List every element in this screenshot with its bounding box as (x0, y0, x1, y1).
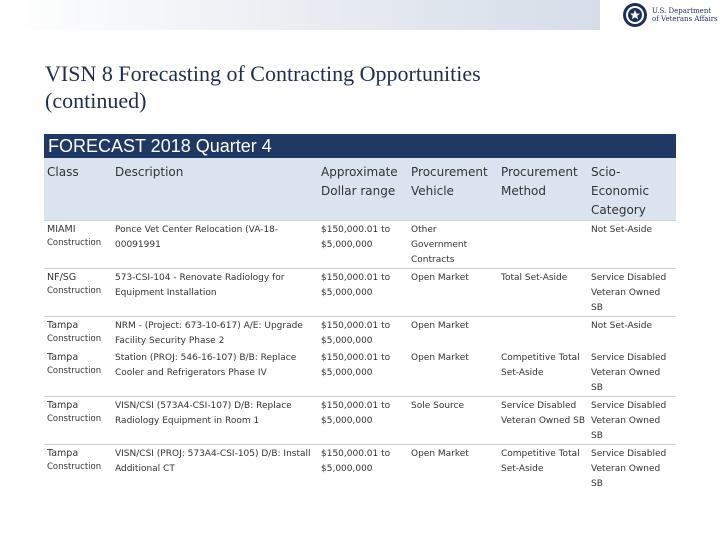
class-name: Tampa (47, 400, 79, 411)
cell-description: 573-CSI-104 - Renovate Radiology for Equipment Installation (115, 273, 285, 298)
slide-title (45, 60, 605, 114)
cell-description: VISN/CSI (PROJ: 573A4-CSI-105) D/B: Install Additional CT (115, 449, 311, 474)
cell-method: Service Disabled Veteran Owned SB (501, 401, 585, 426)
header-dollar-range: Approximate Dollar range (318, 158, 408, 221)
cell-vehicle: Open Market (411, 449, 469, 459)
table-row (44, 269, 676, 317)
va-seal-icon (622, 2, 648, 28)
cell-vehicle: Open Market (411, 321, 469, 331)
cell-class (44, 317, 112, 350)
cell-method (498, 317, 588, 350)
class-name: MIAMI (47, 224, 76, 235)
class-sub: Construction (47, 414, 102, 424)
cell-category: Service Disabled Veteran Owned SB (591, 449, 667, 489)
cell-vehicle: Other Government Contracts (411, 225, 468, 265)
cell-category: Service Disabled Veteran Owned SB (591, 273, 667, 313)
cell-dollar-range: $150,000.01 to $5,000,000 (321, 321, 391, 346)
cell-vehicle: Sole Source (411, 401, 465, 411)
cell-method: Competitive Total Set-Aside (501, 449, 580, 474)
cell-dollar-range: $150,000.01 to $5,000,000 (321, 353, 391, 378)
cell-description: NRM - (Project: 673-10-617) A/E: Upgrade Facility Security Phase 2 (115, 321, 303, 346)
cell-dollar-range: $150,000.01 to $5,000,000 (321, 225, 391, 250)
slide-title-line-1: VISN 8 Forecasting of Contracting Opportunities (45, 61, 481, 86)
cell-method (498, 221, 588, 269)
header-category: Scio-Economic Category (588, 158, 676, 221)
header-procurement-vehicle: Procurement Vehicle (408, 158, 498, 221)
class-sub: Construction (47, 462, 102, 472)
forecast-banner: FORECAST 2018 Quarter 4 (44, 134, 676, 158)
cell-vehicle: Open Market (411, 353, 469, 363)
header-description: Description (112, 158, 318, 221)
cell-dollar-range: $150,000.01 to $5,000,000 (321, 273, 391, 298)
cell-description: Ponce Vet Center Relocation (VA-18-00091991 (115, 225, 279, 250)
cell-class (44, 397, 112, 445)
header-procurement-method: Procurement Method (498, 158, 588, 221)
cell-class (44, 349, 112, 397)
class-name: NF/SG (47, 272, 77, 283)
class-name: Tampa (47, 320, 79, 331)
agency-line-2: of Veterans Affairs (652, 15, 718, 23)
class-name: Tampa (47, 352, 79, 363)
forecast-table (44, 158, 676, 493)
table-row (44, 349, 676, 397)
cell-class (44, 221, 112, 269)
agency-line-1: U.S. Department (652, 7, 712, 15)
cell-vehicle: Open Market (411, 273, 469, 283)
cell-method: Competitive Total Set-Aside (501, 353, 580, 378)
table-row (44, 445, 676, 493)
cell-category: Service Disabled Veteran Owned SB (591, 401, 667, 441)
cell-class (44, 445, 112, 493)
cell-method: Total Set-Aside (501, 273, 568, 283)
agency-name (652, 7, 718, 23)
table-row (44, 317, 676, 350)
top-gradient (0, 0, 600, 30)
class-sub: Construction (47, 366, 102, 376)
cell-class (44, 269, 112, 317)
class-name: Tampa (47, 448, 79, 459)
cell-description: VISN/CSI (573A4-CSI-107) D/B: Replace Radiology Equipment in Room 1 (115, 401, 292, 426)
slide-title-line-2: (continued) (45, 88, 147, 113)
cell-category: Service Disabled Veteran Owned SB (591, 353, 667, 393)
cell-category: Not Set-Aside (591, 225, 653, 235)
cell-dollar-range: $150,000.01 to $5,000,000 (321, 449, 391, 474)
class-sub: Construction (47, 238, 102, 248)
table-header-row (44, 158, 676, 221)
cell-dollar-range: $150,000.01 to $5,000,000 (321, 401, 391, 426)
cell-category: Not Set-Aside (591, 321, 653, 331)
top-band (0, 0, 720, 30)
class-sub: Construction (47, 334, 102, 344)
table-row (44, 397, 676, 445)
header-class: Class (44, 158, 112, 221)
cell-description: Station (PROJ: 546-16-107) B/B: Replace Cooler and Refrigerators Phase IV (115, 353, 297, 378)
table-row (44, 221, 676, 269)
class-sub: Construction (47, 286, 102, 296)
va-logo (622, 1, 718, 29)
